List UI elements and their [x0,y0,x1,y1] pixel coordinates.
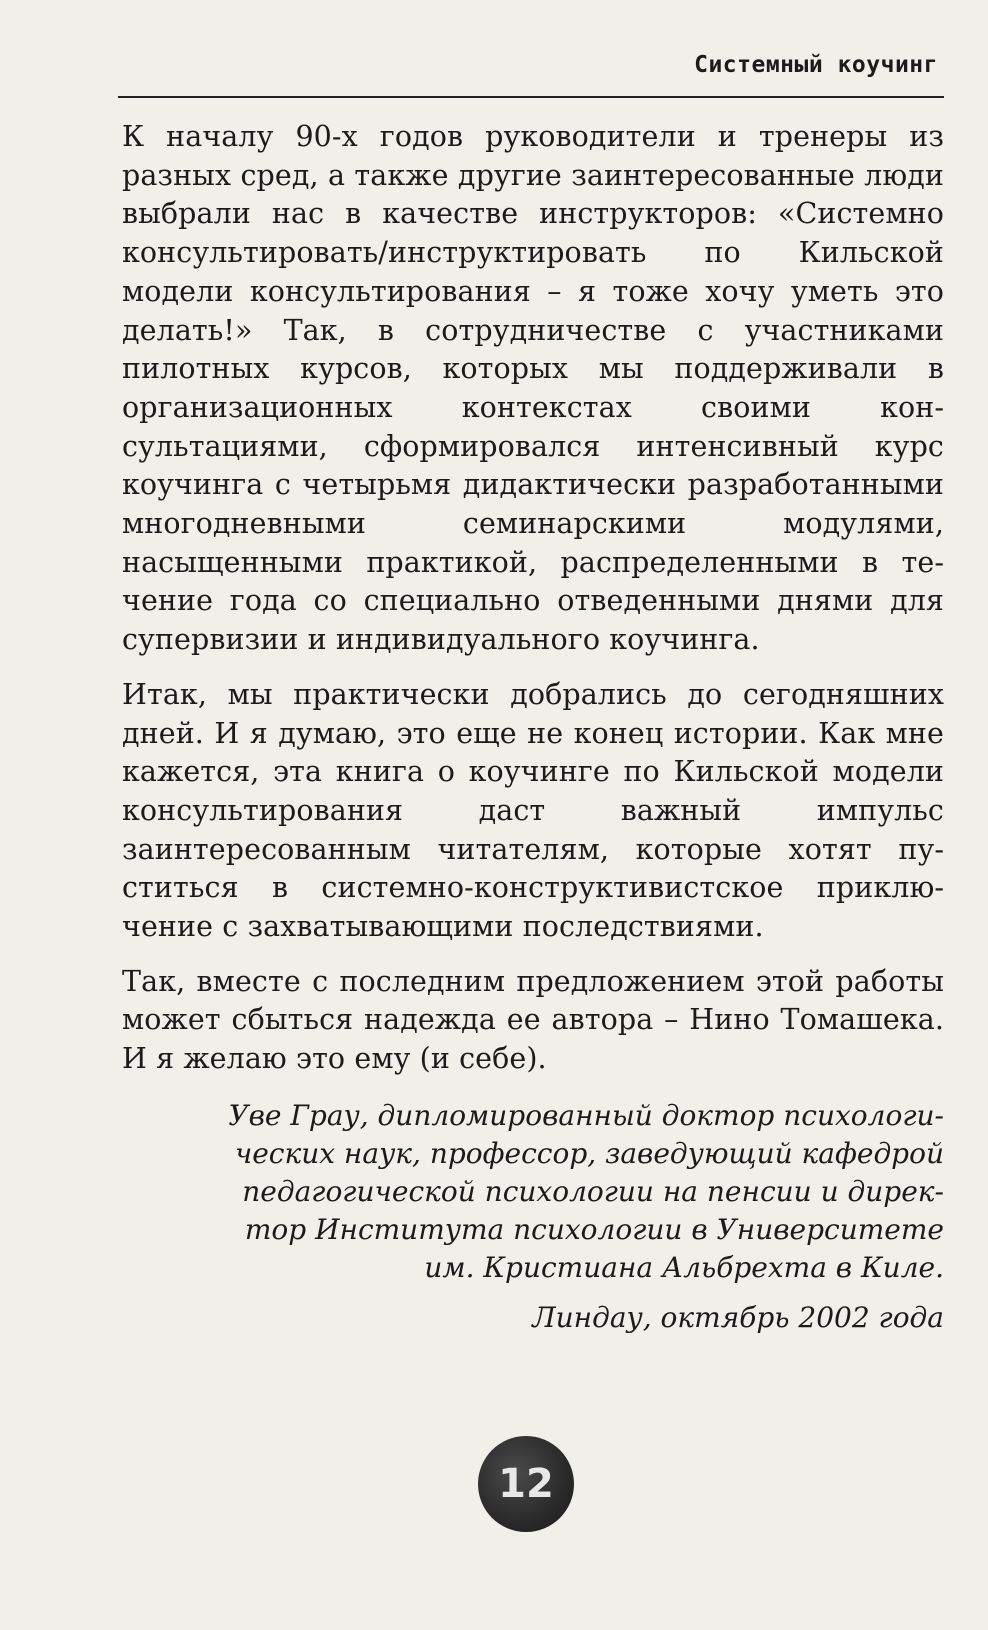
signature-line: педагогической психологии на пенсии и дирек- [242,1174,944,1208]
page-header [118,48,944,98]
page-number: 12 [478,1436,574,1532]
author-signature [122,1097,944,1287]
running-head: Системный коучинг [694,52,938,78]
place-date: Линдау, октябрь 2002 года [532,1300,944,1334]
signature-line: Уве Грау, дипломированный доктор психологи- [228,1098,944,1132]
paragraph: Так, вместе с последним предложением этой работы может сбыться надежда ее автора – Нино Томашека. И я желаю это ему (и себе). [122,964,944,1076]
signature-line: им. Кристиана Альбрехта в Киле. [424,1250,944,1284]
paragraph: К началу 90-х годов руководители и тренеры из разных сред, а также другие заинтересованные люди выбрали нас в качестве инструкторов: «Системно консультировать/инструктировать по Кильской модели консультирования – я тоже хочу уметь это делать!» Так, в сотрудничестве с участниками пилотных курсов, которых мы поддерживали в организационных контекстах своими консультациями, сформировался интенсивный курс коучинга с четырьмя дидактически разработанными многодневными семинарскими модулями, насыщенными практикой, распределенными в течение года со специально отведенными днями для супервизии и индивидуального коучинга. [122,120,944,657]
signature-line: тор Института психологии в Университете [244,1212,944,1246]
paragraph: Итак, мы практически добрались до сегодняшних дней. И я думаю, это еще не конец истории. Как мне кажется, эта книга о коучинге по Кильской модели консультирования даст важный импульс заинтересованным читателям, которые хотят пуститься в системно-конструктивистское приключение с захватывающими последствиями. [122,677,944,944]
signature-line: ческих наук, профессор, заведующий кафедрой [234,1136,944,1170]
page-body [122,118,944,1337]
